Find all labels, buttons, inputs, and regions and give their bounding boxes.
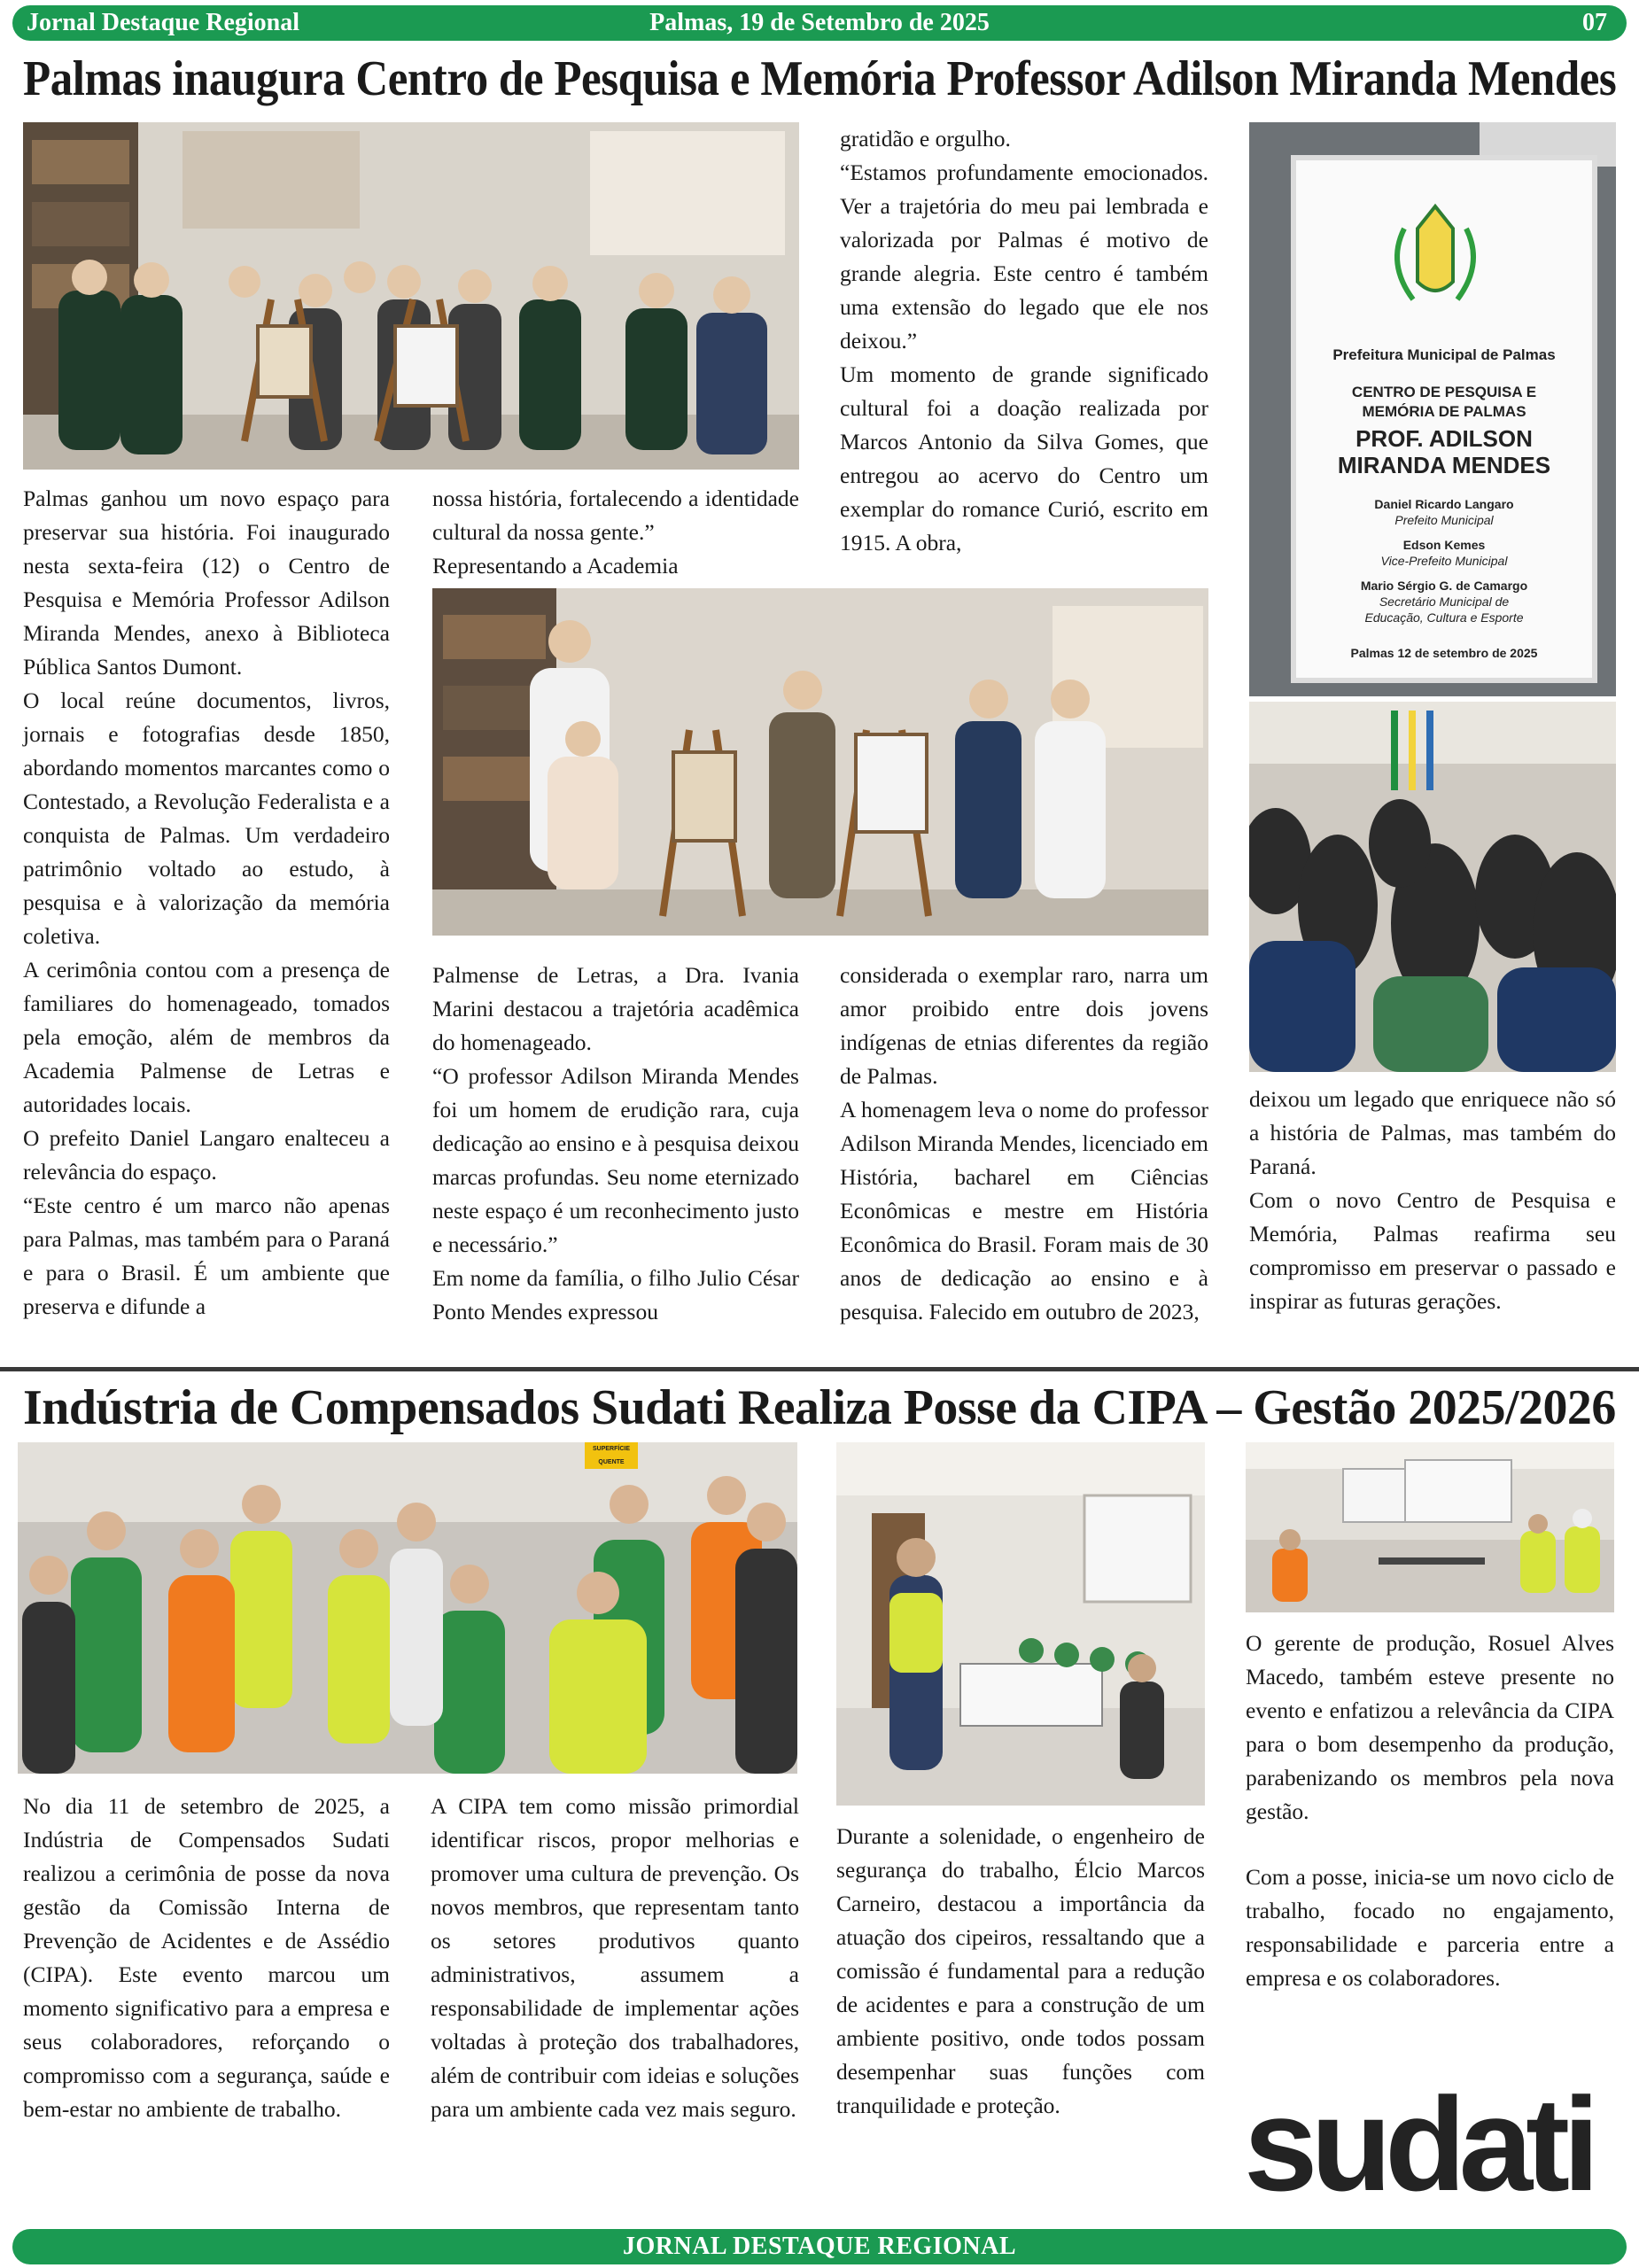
footer-bar (12, 2229, 1627, 2264)
footer-publication: JORNAL DESTAQUE REGIONAL (622, 2233, 1016, 2260)
article2-headline: Indústria de Compensados Sudati Realiza Posse da CIPA – Gestão 2025/2026 (23, 1380, 1616, 1435)
photo-family-homage (432, 588, 1208, 936)
article1-column-3-bottom (840, 959, 1208, 1329)
paragraph: Palmas ganhou um novo espaço para preservar sua história. Foi inaugurado nesta sexta-feira (12) o Centro de Pesquisa e Memória Professor Adilson Miranda Mendes, anexo à Biblioteca Pública Santos Dumont. (23, 485, 390, 680)
paragraph: Com a posse, inicia-se um novo ciclo de trabalho, focado no engajamento, responsabilidade e parceria entre a empresa e os colaboradores. (1246, 1864, 1614, 1991)
paragraph: “Estamos profundamente emocionados. Ver a trajetória do meu pai lembrada e valorizada por Palmas é motivo de grande alegria. Este centro é também uma extensão do legado que ele nos deixou.” (840, 159, 1208, 353)
article1-column-3-top (840, 122, 1208, 560)
plaque-official3-role-line1: Secretário Municipal de (1379, 594, 1510, 609)
photo-commemorative-plaque (1249, 122, 1616, 696)
article1-column-1 (23, 482, 390, 1324)
paragraph: O prefeito Daniel Langaro enalteceu a relevância do espaço. (23, 1125, 390, 1184)
paragraph: considerada o exemplar raro, narra um amor proibido entre dois jovens indígenas de etnias diferentes da região de Palmas. (840, 962, 1208, 1089)
plaque-official1-role: Prefeito Municipal (1394, 513, 1494, 527)
article2-column-3 (836, 1820, 1205, 2123)
paragraph: A homenagem leva o nome do professor Adilson Miranda Mendes, licenciado em História, bacharel em Ciências Econômicas e mestre em História Econômica do Brasil. Foram mais de 30 anos de dedicação ao ensino e à pesquisa. Falecido em outubro de 2023, (840, 1097, 1208, 1324)
article1-column-2-top (432, 482, 799, 583)
article2-column-4 (1246, 1627, 1614, 1995)
paragraph: Em nome da família, o filho Julio César Ponto Mendes expressou (432, 1265, 799, 1324)
plaque-date: Palmas 12 de setembro de 2025 (1350, 646, 1538, 660)
paragraph: Durante a solenidade, o engenheiro de segurança do trabalho, Élcio Marcos Carneiro, destacou a importância da atuação dos cipeiros, ressaltando que a comissão é fundamental para a redução de acidentes e para a construção de um ambiente positivo, onde todos possam desempenhar suas funções com tranquilidade e proteção. (836, 1823, 1205, 2118)
paragraph: Palmense de Letras, a Dra. Ivania Marini destacou a trajetória acadêmica do homenageado. (432, 962, 799, 1055)
sudati-logo: sudati (1244, 2070, 1593, 2218)
photo-audience (1249, 702, 1616, 1072)
article-divider (0, 1367, 1639, 1371)
paragraph: Com o novo Centro de Pesquisa e Memória, Palmas reafirma seu compromisso em preservar o passado e inspirar as futuras gerações. (1249, 1187, 1616, 1314)
plaque-official1-name: Daniel Ricardo Langaro (1374, 497, 1514, 511)
paragraph: deixou um legado que enriquece não só a história de Palmas, mas também do Paraná. (1249, 1086, 1616, 1179)
plaque-honoree-line1: PROF. ADILSON (1355, 425, 1533, 452)
dateline: Palmas, 19 de Setembro de 2025 (649, 9, 990, 36)
article2-column-2 (431, 1790, 799, 2126)
paragraph: O gerente de produção, Rosuel Alves Macedo, também esteve presente no evento e enfatizou a relevância da CIPA para o bom desempenho da produção, parabenizando os membros pela nova gestão. (1246, 1630, 1614, 1824)
paragraph: O local reúne documentos, livros, jornais e fotografias desde 1850, abordando momentos marcantes como o Contestado, a Revolução Federalista e a conquista de Palmas. Um verdadeiro patrimônio voltado ao estudo, à pesquisa e à valorização da memória coletiva. (23, 687, 390, 949)
plaque-official3-name: Mario Sérgio G. de Camargo (1360, 579, 1528, 593)
article1-headline: Palmas inaugura Centro de Pesquisa e Memória Professor Adilson Miranda Mendes (23, 51, 1617, 106)
photo-training-room (836, 1442, 1205, 1806)
publication-name: Jornal Destaque Regional (27, 9, 299, 36)
paragraph: Representando a Academia (432, 553, 679, 579)
paragraph: “Este centro é um marco não apenas para Palmas, mas também para o Paraná e para o Brasil. É um ambiente que preserva e difunde a (23, 1192, 390, 1319)
plaque-official2-name: Edson Kemes (1402, 538, 1486, 552)
plaque-official2-role: Vice-Prefeito Municipal (1380, 554, 1508, 568)
paragraph: “O professor Adilson Miranda Mendes foi um homem de erudição rara, cuja dedicação ao ensino e à pesquisa deixou marcas profundas. Seu nome eternizado neste espaço é um reconhecimento justo e necessário.” (432, 1063, 799, 1257)
article1-column-4 (1249, 1083, 1616, 1318)
paragraph: Um momento de grande significado cultural foi a doação realizada por Marcos Antonio da Silva Gomes, que entregou ao acervo do Centro um exemplar do romance Curió, escrito em 1915. A obra, (840, 361, 1208, 555)
warning-sign: SUPERFÍCIE QUENTE (592, 1446, 630, 1465)
article1-column-2-bottom (432, 959, 799, 1329)
paragraph: gratidão e orgulho. (840, 126, 1011, 151)
plaque-official3-role-line2: Educação, Cultura e Esporte (1364, 610, 1524, 625)
photo-cipa-group (18, 1442, 797, 1774)
paragraph: A cerimônia contou com a presença de familiares do homenageado, tomados pela emoção, além de membros da Academia Palmense de Letras e autoridades locais. (23, 957, 390, 1117)
plaque-office: Prefeitura Municipal de Palmas (1332, 346, 1556, 363)
plaque-center-name: CENTRO DE PESQUISA E MEMÓRIA DE PALMAS (1351, 384, 1537, 420)
paragraph: No dia 11 de setembro de 2025, a Indústria de Compensados Sudati realizou a cerimônia de posse da nova gestão da Comissão Interna de Prevenção de Acidentes e de Assédio (CIPA). Este evento marcou um momento significativo para a empresa e seus colaboradores, reforçando o compromisso com a segurança, saúde e bem-estar no ambiente de trabalho. (23, 1793, 390, 2122)
photo-meeting-room (1246, 1442, 1614, 1612)
article2-column-1 (23, 1790, 390, 2126)
paragraph: A CIPA tem como missão primordial identificar riscos, propor melhorias e promover uma cultura de prevenção. Os novos membros, que representam tanto os setores produtivos quanto administrativos, assumem a responsabilidade de implementar ações voltadas à proteção dos trabalhadores, além de contribuir com ideias e soluções para um ambiente cada vez mais seguro. (431, 1793, 799, 2122)
photo-inauguration-group (23, 122, 799, 470)
header-bar (12, 5, 1627, 41)
page-number: 07 (1582, 9, 1607, 36)
paragraph: nossa história, fortalecendo a identidade cultural da nossa gente.” (432, 485, 799, 545)
plaque-honoree-line2: MIRANDA MENDES (1337, 452, 1551, 478)
